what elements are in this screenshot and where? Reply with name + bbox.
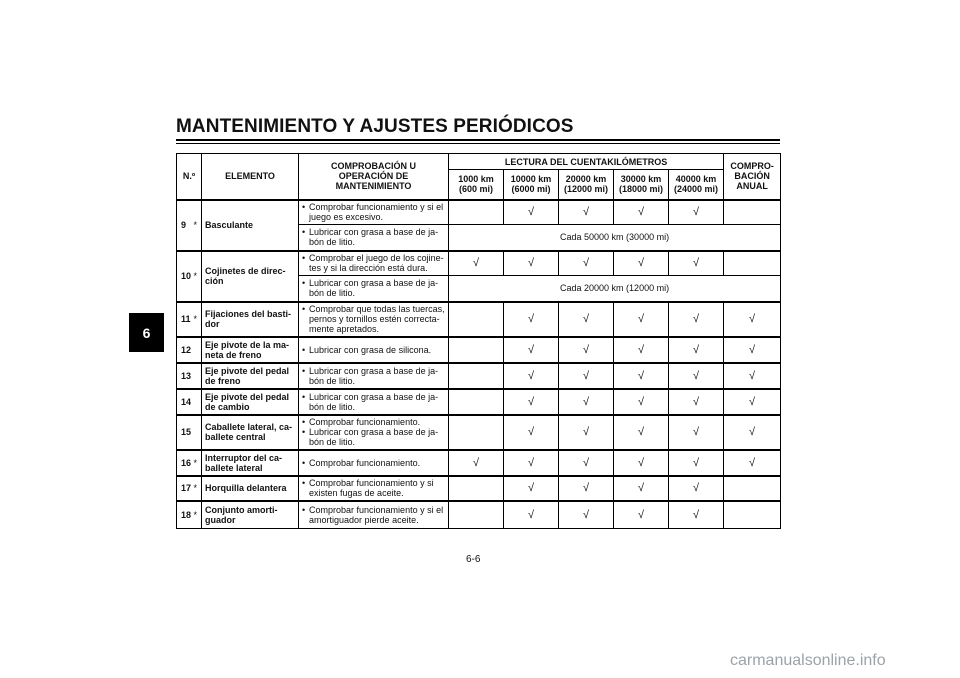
- operation-text: Lubricar con grasa a base de ja- bón de litio.: [309, 427, 439, 447]
- check-mark-icon: √: [637, 206, 645, 219]
- check-mark-icon: √: [527, 206, 535, 219]
- check-mark-icon: √: [527, 257, 535, 270]
- row-number: 10: [177, 251, 193, 302]
- interval-check-cell: [504, 200, 559, 225]
- interval-check-cell: [449, 200, 504, 225]
- header-operation: COMPROBACIÓN U OPERACIÓN DE MANTENIMIENTO: [299, 154, 449, 200]
- table-row: [177, 476, 781, 501]
- bullet-icon: •: [302, 457, 306, 468]
- check-mark-icon: √: [527, 426, 535, 438]
- operation-text: Lubricar con grasa a base de ja- bón de litio.: [309, 365, 439, 386]
- check-mark-icon: √: [637, 395, 645, 408]
- interval-check-cell: [669, 251, 724, 276]
- operation-bullet: [302, 202, 446, 222]
- interval-check-cell: [559, 389, 614, 415]
- row-operation: [299, 501, 449, 529]
- row-asterisk: [193, 415, 202, 450]
- check-mark-icon: √: [527, 456, 535, 469]
- interval-check-cell: [614, 200, 669, 225]
- header-col-10000km: 10000 km (6000 mi): [504, 170, 559, 200]
- check-mark-icon: √: [693, 257, 700, 270]
- bullet-icon: •: [302, 227, 306, 238]
- interval-check-cell: [669, 389, 724, 415]
- annual-check-cell: [724, 476, 781, 501]
- check-mark-icon: √: [749, 313, 756, 325]
- row-number: 12: [177, 337, 193, 363]
- interval-check-cell: [614, 476, 669, 501]
- check-mark-icon: √: [749, 369, 756, 382]
- row-number: 13: [177, 363, 193, 389]
- row-asterisk: *: [193, 501, 202, 529]
- header-col-30000km: 30000 km (18000 mi): [614, 170, 669, 200]
- check-mark-icon: √: [527, 313, 535, 325]
- row-number: 9: [177, 200, 193, 251]
- check-mark-icon: √: [527, 508, 535, 521]
- table-row: [177, 501, 781, 529]
- interval-check-cell: [559, 363, 614, 389]
- interval-check-cell: [669, 476, 724, 501]
- check-mark-icon: √: [582, 313, 590, 325]
- interval-check-cell: [449, 302, 504, 337]
- row-number: 17: [177, 476, 193, 501]
- bullet-icon: •: [302, 253, 306, 264]
- row-asterisk: *: [193, 450, 202, 476]
- row-operation: [299, 337, 449, 363]
- row-asterisk: *: [193, 251, 202, 302]
- operation-text: Comprobar funcionamiento.: [309, 457, 421, 468]
- operation-bullet: [302, 417, 446, 427]
- check-mark-icon: √: [527, 369, 535, 382]
- interval-check-cell: [559, 415, 614, 450]
- interval-check-cell: [504, 389, 559, 415]
- row-operation: [299, 200, 449, 225]
- interval-check-cell: [669, 415, 724, 450]
- row-operation: [299, 450, 449, 476]
- interval-check-cell: [449, 251, 504, 276]
- interval-check-cell: [449, 501, 504, 529]
- interval-check-cell: [504, 476, 559, 501]
- bullet-icon: •: [302, 391, 306, 402]
- bullet-icon: •: [302, 478, 306, 488]
- row-number: 16: [177, 450, 193, 476]
- interval-check-cell: [614, 389, 669, 415]
- check-mark-icon: √: [693, 206, 700, 219]
- operation-text: Comprobar funcionamiento y si el amortiguador pierde aceite.: [309, 504, 444, 525]
- row-number: 14: [177, 389, 193, 415]
- operation-bullet: [302, 427, 446, 447]
- interval-check-cell: [669, 450, 724, 476]
- row-operation: [299, 251, 449, 276]
- interval-check-cell: [614, 302, 669, 337]
- table-row: [177, 389, 781, 415]
- annual-check-cell: [724, 251, 781, 276]
- operation-bullet: [302, 304, 446, 334]
- check-mark-icon: √: [693, 395, 700, 408]
- row-element: Caballete lateral, ca- ballete central: [202, 415, 299, 450]
- row-element: Interruptor del ca- ballete lateral: [202, 450, 299, 476]
- row-asterisk: *: [193, 302, 202, 337]
- row-asterisk: [193, 337, 202, 363]
- interval-check-cell: [559, 476, 614, 501]
- maintenance-table: [176, 153, 781, 529]
- interval-check-cell: [559, 200, 614, 225]
- interval-check-cell: [449, 337, 504, 363]
- operation-bullet: [302, 253, 446, 273]
- annual-check-cell: [724, 363, 781, 389]
- check-mark-icon: √: [527, 343, 535, 356]
- row-element: Horquilla delantera: [202, 476, 299, 501]
- footer-watermark: carmanualsonline.info: [730, 652, 886, 669]
- check-mark-icon: √: [693, 313, 700, 325]
- chapter-tab: 6: [129, 313, 164, 352]
- row-asterisk: [193, 363, 202, 389]
- check-mark-icon: √: [693, 508, 700, 521]
- operation-bullet: [302, 227, 446, 247]
- annual-check-cell: [724, 450, 781, 476]
- operation-text: Lubricar con grasa a base de ja- bón de litio.: [309, 278, 439, 299]
- annual-check-cell: [724, 200, 781, 225]
- operation-bullet: [302, 345, 446, 355]
- annual-check-cell: [724, 337, 781, 363]
- interval-check-cell: [669, 363, 724, 389]
- table-row: [177, 363, 781, 389]
- header-col-20000km: 20000 km (12000 mi): [559, 170, 614, 200]
- header-annual: COMPRO- BACIÓN ANUAL: [724, 154, 781, 200]
- header-odometer: LECTURA DEL CUENTAKILÓMETROS: [449, 154, 724, 170]
- row-element: Eje pivote del pedal de cambio: [202, 389, 299, 415]
- row-operation: [299, 276, 449, 302]
- check-mark-icon: √: [637, 313, 645, 325]
- title-rule-thin: [176, 143, 780, 144]
- row-number: 15: [177, 415, 193, 450]
- interval-check-cell: [614, 363, 669, 389]
- table-row: [177, 200, 781, 225]
- check-mark-icon: √: [582, 343, 590, 356]
- check-mark-icon: √: [693, 456, 700, 469]
- row-operation: [299, 476, 449, 501]
- interval-check-cell: [669, 200, 724, 225]
- check-mark-icon: √: [637, 508, 645, 521]
- annual-check-cell: [724, 415, 781, 450]
- interval-check-cell: [504, 363, 559, 389]
- operation-text: Comprobar funcionamiento.: [309, 417, 421, 427]
- interval-check-cell: [504, 302, 559, 337]
- operation-bullet: [302, 458, 446, 468]
- check-mark-icon: √: [637, 343, 645, 356]
- operation-text: Comprobar el juego de los cojine- tes y si la dirección está dura.: [309, 253, 444, 274]
- bullet-icon: •: [302, 278, 306, 289]
- check-mark-icon: √: [749, 395, 756, 408]
- operation-text: Comprobar funcionamiento y si existen fugas de aceite.: [309, 478, 434, 498]
- row-operation: [299, 389, 449, 415]
- check-mark-icon: √: [582, 257, 590, 270]
- operation-text: Comprobar funcionamiento y si el juego es excesivo.: [309, 202, 444, 223]
- row-number: 11: [177, 302, 193, 337]
- row-element: Basculante: [202, 200, 299, 251]
- check-mark-icon: √: [637, 456, 645, 469]
- row-element: Cojinetes de direc- ción: [202, 251, 299, 302]
- check-mark-icon: √: [582, 482, 590, 494]
- check-mark-icon: √: [582, 395, 590, 408]
- check-mark-icon: √: [693, 426, 700, 438]
- interval-check-cell: [669, 337, 724, 363]
- interval-check-cell: [669, 302, 724, 337]
- row-operation: [299, 302, 449, 337]
- bullet-icon: •: [302, 365, 306, 376]
- interval-check-cell: [614, 450, 669, 476]
- check-mark-icon: √: [693, 369, 700, 382]
- row-operation: [299, 415, 449, 450]
- operation-text: Comprobar que todas las tuercas, pernos y tornillos estén correcta- mente apretados.: [309, 304, 445, 334]
- check-mark-icon: √: [637, 482, 645, 494]
- bullet-icon: •: [302, 427, 306, 437]
- interval-cell: Cada 20000 km (12000 mi): [449, 276, 781, 302]
- bullet-icon: •: [302, 304, 306, 314]
- interval-check-cell: [614, 337, 669, 363]
- annual-check-cell: [724, 389, 781, 415]
- check-mark-icon: √: [472, 257, 480, 270]
- row-operation: [299, 225, 449, 251]
- check-mark-icon: √: [749, 426, 756, 438]
- operation-text: Lubricar con grasa de silicona.: [309, 344, 432, 355]
- title-rule-thick: [176, 139, 780, 141]
- interval-check-cell: [559, 251, 614, 276]
- table-row: [177, 251, 781, 276]
- bullet-icon: •: [302, 202, 306, 213]
- row-asterisk: *: [193, 476, 202, 501]
- row-operation: [299, 363, 449, 389]
- header-element: ELEMENTO: [202, 154, 299, 200]
- check-mark-icon: √: [582, 508, 590, 521]
- check-mark-icon: √: [582, 426, 590, 438]
- interval-check-cell: [669, 501, 724, 529]
- interval-check-cell: [504, 337, 559, 363]
- interval-check-cell: [614, 501, 669, 529]
- interval-check-cell: [614, 251, 669, 276]
- interval-check-cell: [614, 415, 669, 450]
- check-mark-icon: √: [582, 369, 590, 382]
- operation-bullet: [302, 505, 446, 525]
- check-mark-icon: √: [637, 257, 645, 270]
- interval-check-cell: [504, 415, 559, 450]
- interval-check-cell: [559, 337, 614, 363]
- table-row: [177, 302, 781, 337]
- check-mark-icon: √: [527, 395, 535, 408]
- page-title: MANTENIMIENTO Y AJUSTES PERIÓDICOS: [176, 116, 574, 137]
- operation-bullet: [302, 478, 446, 498]
- interval-check-cell: [559, 450, 614, 476]
- operation-bullet: [302, 366, 446, 386]
- interval-check-cell: [504, 501, 559, 529]
- interval-check-cell: [449, 450, 504, 476]
- check-mark-icon: √: [693, 482, 700, 494]
- check-mark-icon: √: [637, 369, 645, 382]
- table-row: [177, 337, 781, 363]
- header-col-1000km: 1000 km (600 mi): [449, 170, 504, 200]
- interval-check-cell: [449, 476, 504, 501]
- operation-text: Lubricar con grasa a base de ja- bón de litio.: [309, 227, 439, 248]
- interval-cell: Cada 50000 km (30000 mi): [449, 225, 781, 251]
- check-mark-icon: √: [749, 343, 756, 356]
- row-number: 18: [177, 501, 193, 529]
- table-row: [177, 415, 781, 450]
- operation-text: Lubricar con grasa a base de ja- bón de litio.: [309, 391, 439, 412]
- check-mark-icon: √: [749, 456, 756, 469]
- interval-check-cell: [504, 450, 559, 476]
- table-row: [177, 450, 781, 476]
- check-mark-icon: √: [637, 426, 645, 438]
- check-mark-icon: √: [582, 456, 590, 469]
- row-asterisk: [193, 389, 202, 415]
- bullet-icon: •: [302, 417, 306, 427]
- header-col-40000km: 40000 km (24000 mi): [669, 170, 724, 200]
- annual-check-cell: [724, 501, 781, 529]
- row-element: Eje pivote de la ma- neta de freno: [202, 337, 299, 363]
- row-element: Eje pivote del pedal de freno: [202, 363, 299, 389]
- bullet-icon: •: [302, 344, 306, 355]
- operation-bullet: [302, 392, 446, 412]
- row-element: Fijaciones del basti- dor: [202, 302, 299, 337]
- row-element: Conjunto amorti- guador: [202, 501, 299, 529]
- interval-check-cell: [504, 251, 559, 276]
- interval-check-cell: [449, 389, 504, 415]
- check-mark-icon: √: [582, 206, 590, 219]
- interval-check-cell: [559, 501, 614, 529]
- operation-bullet: [302, 278, 446, 298]
- table-body: [177, 200, 781, 529]
- check-mark-icon: √: [693, 343, 700, 356]
- row-asterisk: *: [193, 200, 202, 251]
- page-number: 6-6: [466, 554, 481, 565]
- interval-check-cell: [559, 302, 614, 337]
- interval-check-cell: [449, 415, 504, 450]
- header-num: N.º: [177, 154, 202, 200]
- check-mark-icon: √: [527, 482, 535, 494]
- interval-check-cell: [449, 363, 504, 389]
- annual-check-cell: [724, 302, 781, 337]
- check-mark-icon: √: [472, 456, 480, 469]
- bullet-icon: •: [302, 504, 306, 515]
